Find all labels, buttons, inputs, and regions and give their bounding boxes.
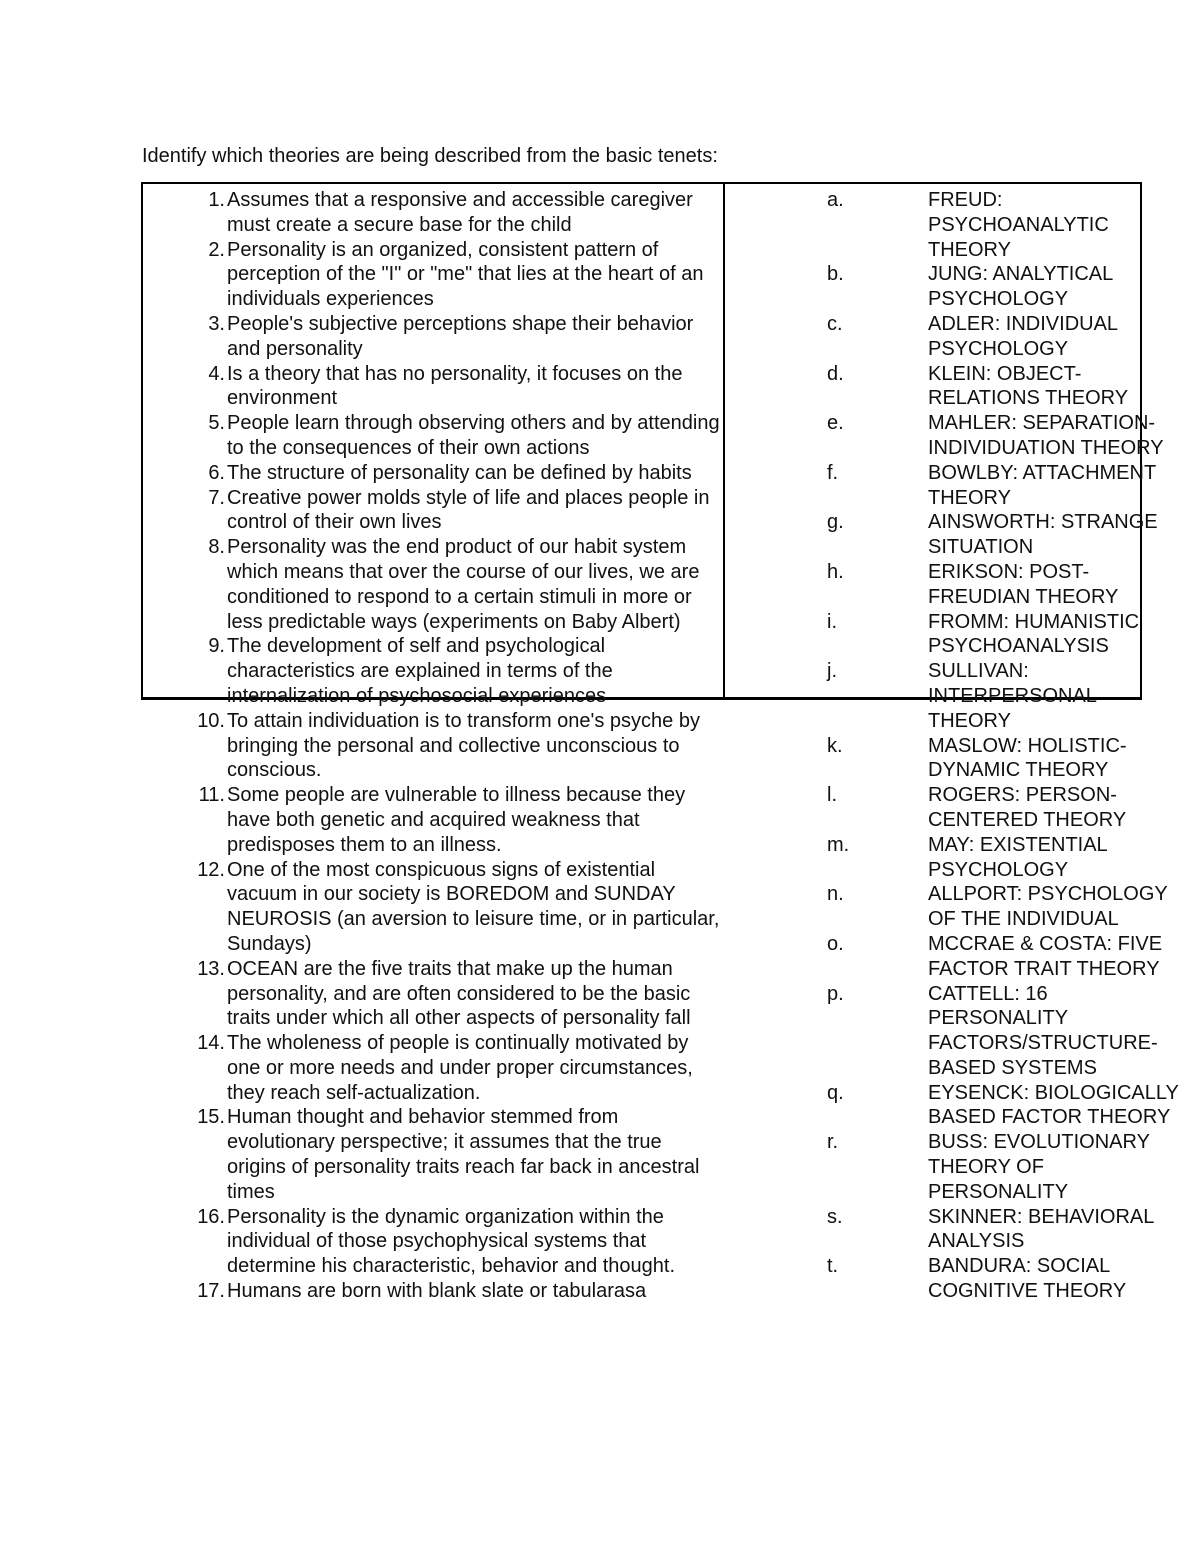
tenet-item-text: The structure of personality can be defined by habits: [227, 461, 692, 484]
theory-item-marker: m.: [827, 833, 850, 856]
theory-item: [725, 932, 1180, 982]
tenet-item-text: People learn through observing others and by attending to the consequences of their own actions: [227, 412, 720, 459]
theory-item-text: BOWLBY: ATTACHMENT THEORY: [928, 461, 1156, 509]
theory-item: [725, 560, 1180, 610]
theory-item: [725, 833, 1180, 883]
tenet-item-text: Creative power molds style of life and places people in control of their own lives: [227, 486, 710, 534]
tenet-item: [143, 1105, 723, 1204]
tenet-item: [143, 709, 723, 783]
tenet-item-marker: 7.: [208, 486, 225, 509]
theory-item: [725, 188, 1180, 262]
tenet-item-marker: 2.: [208, 238, 225, 261]
theory-item-marker: b.: [827, 263, 844, 286]
theory-item-marker: e.: [827, 412, 844, 435]
tenet-item-marker: 13.: [197, 957, 225, 980]
theory-item-text: AINSWORTH: STRANGE SITUATION: [928, 511, 1158, 559]
matching-table: [141, 182, 1179, 1303]
tenet-item-text: OCEAN are the five traits that make up the human personality, and are often considered to be the basic traits under which all other aspects of personality fall: [227, 957, 691, 1030]
tenet-item-text: The development of self and psychological characteristics are explained in terms of the internalization of psychosocial experiences: [227, 635, 613, 707]
theory-item-marker: h.: [827, 560, 844, 583]
tenet-item: [143, 461, 723, 486]
tenet-item: [143, 362, 723, 412]
theory-item: [725, 882, 1180, 932]
tenet-item-marker: 16.: [197, 1205, 225, 1228]
theory-item: [725, 312, 1180, 362]
tenet-item-text: Assumes that a responsive and accessible caregiver must create a secure base for the child: [227, 189, 693, 236]
tenet-item-text: People's subjective perceptions shape their behavior and personality: [227, 312, 694, 360]
theory-item: [725, 411, 1180, 461]
tenet-item-marker: 6.: [208, 461, 225, 484]
theory-item-text: KLEIN: OBJECT-RELATIONS THEORY: [928, 362, 1129, 410]
tenet-item-text: Some people are vulnerable to illness because they have both genetic and acquired weakness that predisposes them to an illness.: [227, 784, 686, 856]
theory-item-marker: t.: [827, 1255, 839, 1278]
tenet-item-marker: 10.: [197, 709, 225, 732]
theories-column: [725, 184, 1180, 1303]
theory-item: [725, 783, 1180, 833]
theory-list: [725, 188, 1180, 1304]
tenet-item-marker: 17.: [197, 1280, 225, 1303]
theory-item: [725, 510, 1180, 560]
tenet-item-marker: 15.: [197, 1106, 225, 1129]
tenet-item-marker: 8.: [208, 536, 225, 559]
tenets-column: [143, 184, 725, 1303]
theory-item-marker: p.: [827, 982, 844, 1005]
tenet-item: [143, 858, 723, 957]
tenet-item-text: Personality was the end product of our habit system which means that over the course of our lives, we are conditioned to respond to a certain stimuli in more or less predictable ways (experiments on Baby Albert): [227, 536, 700, 633]
theory-item-marker: k.: [827, 734, 843, 757]
theory-item-text: BUSS: EVOLUTIONARY THEORY OF PERSONALITY: [928, 1131, 1150, 1203]
tenet-item-marker: 11.: [198, 784, 225, 807]
theory-item-marker: d.: [827, 362, 844, 385]
theory-item-marker: i.: [827, 610, 837, 633]
tenet-item: [143, 783, 723, 857]
tenet-item: [143, 1279, 723, 1304]
tenet-item-marker: 5.: [208, 412, 225, 435]
theory-item-marker: o.: [827, 932, 844, 955]
theory-item-marker: a.: [827, 189, 844, 211]
theory-item-marker: q.: [827, 1081, 844, 1104]
theory-item: [725, 659, 1180, 733]
theory-item-marker: r.: [827, 1131, 839, 1154]
theory-item-text: CATTELL: 16 PERSONALITY FACTORS/STRUCTURE-BASED SYSTEMS: [928, 982, 1158, 1079]
tenet-item-text: The wholeness of people is continually motivated by one or more needs and under proper circumstances, they reach self-actualization.: [227, 1032, 693, 1104]
theory-item-text: BANDURA: SOCIAL COGNITIVE THEORY: [928, 1255, 1127, 1303]
tenet-item-text: Is a theory that has no personality, it focuses on the environment: [227, 362, 683, 410]
theory-item-marker: c.: [827, 312, 843, 335]
tenet-item: [143, 535, 723, 634]
theory-item-text: ERIKSON: POST-FREUDIAN THEORY: [928, 560, 1119, 608]
theory-item-text: MAY: EXISTENTIAL PSYCHOLOGY: [928, 833, 1107, 881]
theory-item: [725, 262, 1180, 312]
theory-item-marker: n.: [827, 883, 844, 906]
theory-item: [725, 362, 1180, 412]
tenet-item-text: To attain individuation is to transform one's psyche by bringing the personal and collective unconscious to conscious.: [227, 709, 700, 782]
tenet-item-text: Human thought and behavior stemmed from evolutionary perspective; it assumes that the true origins of personality traits reach far back in ancestral times: [227, 1106, 700, 1203]
theory-item-marker: j.: [827, 660, 837, 683]
theory-item: [725, 1130, 1180, 1204]
tenet-item: [143, 486, 723, 536]
theory-item: [725, 610, 1180, 660]
theory-item: [725, 734, 1180, 784]
tenet-list: [143, 188, 723, 1304]
theory-item-text: MCCRAE & COSTA: FIVE FACTOR TRAIT THEORY: [928, 932, 1163, 980]
tenet-item: [143, 312, 723, 362]
tenet-item-text: Personality is the dynamic organization within the individual of those psychophysical systems that determine his characteristic, behavior and thought.: [227, 1205, 676, 1278]
theory-item: [725, 1254, 1180, 1304]
theory-item-text: FREUD: PSYCHOANALYTIC THEORY: [928, 189, 1109, 261]
tenet-item-marker: 1.: [208, 189, 225, 211]
instruction-text: Identify which theories are being described from the basic tenets:: [142, 145, 718, 167]
theory-item-marker: f.: [827, 461, 839, 484]
theory-item-text: ALLPORT: PSYCHOLOGY OF THE INDIVIDUAL: [928, 883, 1168, 931]
theory-item-text: MASLOW: HOLISTIC-DYNAMIC THEORY: [928, 734, 1127, 782]
theory-item-text: SULLIVAN: INTERPERSONAL THEORY: [928, 660, 1097, 732]
tenet-item-marker: 14.: [197, 1032, 225, 1055]
tenet-item-marker: 4.: [208, 362, 225, 385]
theory-item-marker: l.: [827, 784, 837, 807]
tenet-item-marker: 3.: [208, 312, 225, 335]
tenet-item-marker: 12.: [197, 858, 225, 881]
tenet-item-text: One of the most conspicuous signs of existential vacuum in our society is BOREDOM and SUNDAY NEUROSIS (an aversion to leisure time, or in particular, Sundays): [227, 858, 720, 955]
theory-item-marker: s.: [827, 1205, 843, 1228]
theory-item: [725, 982, 1180, 1081]
theory-item: [725, 1205, 1180, 1255]
theory-item-text: ROGERS: PERSON-CENTERED THEORY: [928, 784, 1127, 831]
theory-item-text: SKINNER: BEHAVIORAL ANALYSIS: [928, 1205, 1154, 1253]
tenet-item-marker: 9.: [208, 635, 225, 658]
tenet-item: [143, 1205, 723, 1279]
theory-item-text: FROMM: HUMANISTIC PSYCHOANALYSIS: [928, 610, 1140, 658]
tenet-item: [143, 238, 723, 312]
tenet-item: [143, 411, 723, 461]
tenet-item-text: Humans are born with blank slate or tabularasa: [227, 1280, 647, 1303]
tenet-item: [143, 1031, 723, 1105]
tenet-item: [143, 188, 723, 238]
theory-item-marker: g.: [827, 511, 844, 534]
tenet-item: [143, 634, 723, 708]
theory-item-text: JUNG: ANALYTICAL PSYCHOLOGY: [928, 263, 1113, 311]
tenet-item: [143, 957, 723, 1031]
theory-item-text: ADLER: INDIVIDUAL PSYCHOLOGY: [928, 312, 1118, 360]
theory-item: [725, 1081, 1180, 1131]
theory-item: [725, 461, 1180, 511]
tenet-item-text: Personality is an organized, consistent pattern of perception of the "I" or "me" that lies at the heart of an individuals experiences: [227, 238, 704, 311]
theory-item-text: MAHLER: SEPARATION-INDIVIDUATION THEORY: [928, 412, 1164, 459]
theory-item-text: EYSENCK: BIOLOGICALLY BASED FACTOR THEORY: [928, 1081, 1179, 1129]
